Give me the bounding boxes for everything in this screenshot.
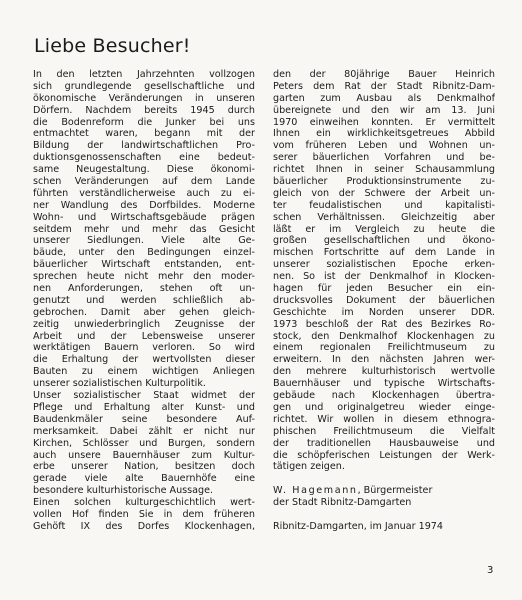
text-line: übereignete und den wir am 13. Juni <box>273 104 495 116</box>
text-line: Wohn- und Wirtschaftsgebäude prägen <box>33 211 255 223</box>
place-date: Ribnitz-Damgarten, im Januar 1974 <box>273 520 444 532</box>
text-line: gebrochen. Damit aber gehen gleich- <box>33 306 255 318</box>
text-line: gebäude nach Klockenhagen übertra- <box>273 390 495 402</box>
text-line: unserer sozialistischen Kulturpolitik. <box>33 378 206 390</box>
text-line: drucksvolles Dokument der bäuerlichen <box>273 294 495 306</box>
text-line: läßt er im Vergleich zu heute die <box>273 223 495 235</box>
page-title: Liebe Besucher! <box>34 35 191 57</box>
text-line: Bauernhäuser und typische Wirtschafts- <box>273 378 495 390</box>
text-line: stock, den Denkmalhof Klockenhagen zu <box>273 330 495 342</box>
text-line: Arbeit und der Lebensweise unserer <box>33 330 255 342</box>
text-line: ner Wandlung des Dorfbildes. Moderne <box>33 199 255 211</box>
text-line: richtet Ihnen in seiner Schausammlung <box>273 164 495 176</box>
text-line: führten verständlicherweise auch zu ei- <box>33 187 255 199</box>
text-line: Unser sozialistischer Staat widmet der <box>33 390 255 402</box>
text-line: vom früheren Leben und Wohnen un- <box>273 140 495 152</box>
left-text-column <box>33 69 255 533</box>
text-line: bäuerlicher Wirtschaft entstanden, ent- <box>33 259 255 271</box>
text-line: mischen Fortschritte auf dem Lande in <box>273 247 495 259</box>
text-line: schen Verhältnissen. Gleichzeitig aber <box>273 211 495 223</box>
text-line: richtet. Wir wollen in diesem ethnogra- <box>273 413 495 425</box>
text-line: großen gesellschaftlichen und ökono- <box>273 235 495 247</box>
text-line: Ihnen ein wirklichkeitsgetreues Abbild <box>273 128 495 140</box>
text-line: unserer sozialistischen Epoche erken- <box>273 259 495 271</box>
text-line: besondere kulturhistorische Aussage. <box>33 485 214 497</box>
text-line: nen Anforderungen, stehen oft un- <box>33 283 255 295</box>
text-line: Einen solchen kulturgeschichtlich wert- <box>33 497 255 509</box>
text-line: Kirchen, Schlösser und Burgen, sondern <box>33 437 255 449</box>
text-line: merksamkeit. Dabei zählt er nicht nur <box>33 425 255 437</box>
text-line: ter feudalistischen und kapitalisti- <box>273 199 495 211</box>
text-line: bäuerlicher Produktionsinstrumente zu- <box>273 176 495 188</box>
text-line: werktätigen Bauern verloren. So wird <box>33 342 255 354</box>
text-line: sprechen heute nicht mehr den moder- <box>33 271 255 283</box>
text-line: sich grundlegende gesellschaftliche und <box>33 80 255 92</box>
text-line: zeitig unwiederbringlich Zeugnisse der <box>33 318 255 330</box>
text-line: 1970 einweihen konnten. Er vermittelt <box>273 116 495 128</box>
text-line: bäude, unter den Bedingungen einzel- <box>33 247 255 259</box>
text-line: hagen für jeden Besucher ein ein- <box>273 283 495 295</box>
text-line: nen. So ist der Denkmalhof in Klocken- <box>273 271 495 283</box>
text-line: Bauten zu einem wichtigen Anliegen <box>33 366 255 378</box>
text-line: same Neugestaltung. Diese ökonomi- <box>33 164 255 176</box>
text-line: garten zum Ausbau als Denkmalhof <box>273 92 495 104</box>
mayor-title: , Bürgermeister <box>357 485 433 497</box>
text-line: erweitern. In den nächsten Jahren wer- <box>273 354 495 366</box>
text-line: gerade viele alte Bauernhöfe eine <box>33 473 255 485</box>
text-line: phischen Freilichtmuseum die Vielfalt <box>273 425 495 437</box>
blank-line <box>273 473 495 485</box>
text-line: Bildung der landwirtschaftlichen Pro- <box>33 140 255 152</box>
text-line: seitdem mehr und mehr das Gesicht <box>33 223 255 235</box>
text-line: entmachtet waren, begann mit der <box>33 128 255 140</box>
text-line: schen Veränderungen auf dem Lande <box>33 176 255 188</box>
text-line: genutzt und werden schließlich ab- <box>33 294 255 306</box>
text-line: serer bäuerlichen Vorfahren und be- <box>273 152 495 164</box>
text-line: erbe unserer Nation, besitzen doch <box>33 461 255 473</box>
text-line: Baudenkmäler seine besondere Auf- <box>33 413 255 425</box>
blank-line <box>273 509 495 521</box>
text-line: gen und originalgetreu wieder einge- <box>273 401 495 413</box>
mayor-name: W. Hagemann <box>273 485 358 497</box>
signature-line <box>273 485 495 497</box>
text-line: ökonomische Veränderungen in unseren <box>33 92 255 104</box>
text-line: 1973 beschloß der Rat des Bezirkes Ro- <box>273 318 495 330</box>
text-line: den der 80jährige Bauer Heinrich <box>273 69 495 80</box>
text-line: die Bodenreform die Junker bei uns <box>33 116 255 128</box>
text-line: die schöpferischen Leistungen der Werk- <box>273 449 495 461</box>
text-line: den mehrere kulturhistorisch wertvolle <box>273 366 495 378</box>
page-number: 3 <box>487 565 494 576</box>
text-line: In den letzten Jahrzehnten vollzogen <box>33 69 255 80</box>
text-line: gleich von der Schwere der Arbeit un- <box>273 187 495 199</box>
text-line: duktionsgenossenschaften eine bedeut- <box>33 152 255 164</box>
mayor-office: der Stadt Ribnitz-Damgarten <box>273 497 412 509</box>
text-line: der traditionellen Hausbauweise und <box>273 437 495 449</box>
text-line: Peters dem Rat der Stadt Ribnitz-Dam- <box>273 80 495 92</box>
text-line: vollen Hof finden Sie in dem früheren <box>33 508 255 520</box>
text-line: auch unsere Bauernhäuser zum Kultur- <box>33 449 255 461</box>
text-line: einem regionalen Freilichtmuseum zu <box>273 342 495 354</box>
text-line: tätigen zeigen. <box>273 461 345 473</box>
text-line: die Erhaltung der wertvollsten dieser <box>33 354 255 366</box>
right-text-column <box>273 69 495 533</box>
text-line: Gehöft IX des Dorfes Klockenhagen, <box>33 520 255 532</box>
text-line: Pflege und Erhaltung alter Kunst- und <box>33 401 255 413</box>
text-line: Dörfern. Nachdem bereits 1945 durch <box>33 104 255 116</box>
text-line: Geschichte im Norden unserer DDR. <box>273 306 495 318</box>
text-line: unserer Siedlungen. Viele alte Ge- <box>33 235 255 247</box>
